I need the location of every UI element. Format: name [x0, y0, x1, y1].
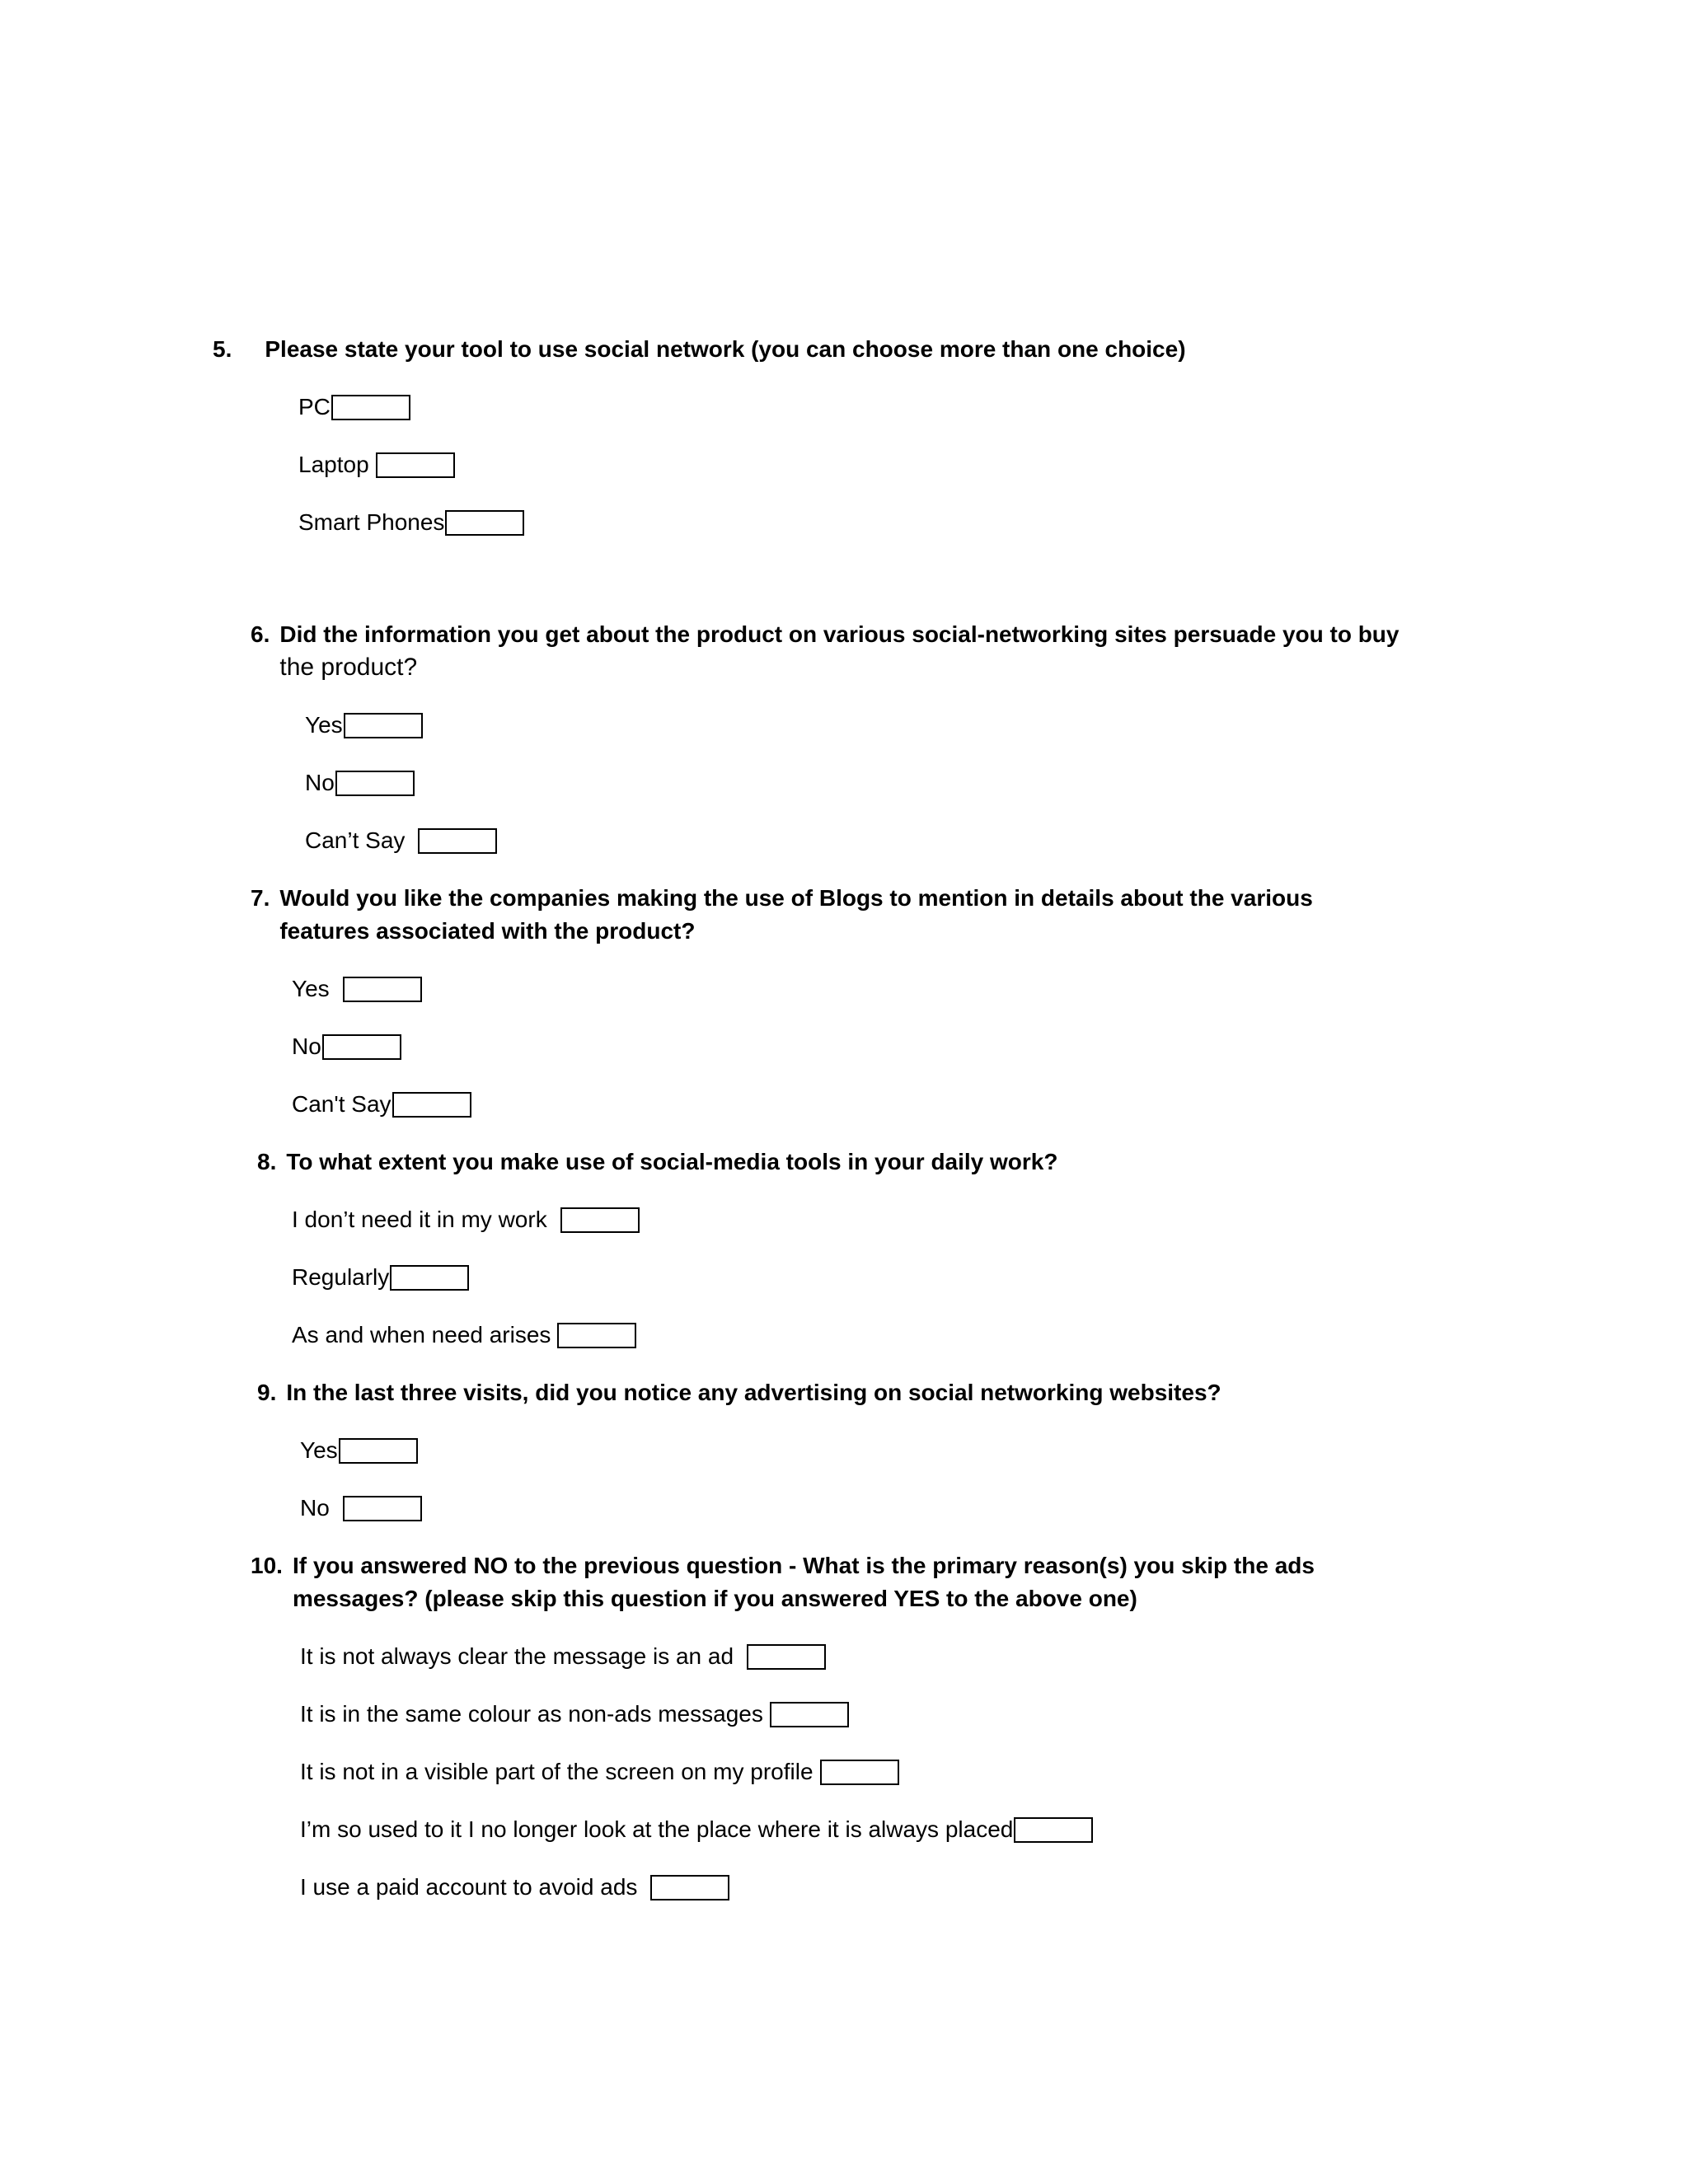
option-pc [298, 391, 1688, 424]
option-q9-yes-label: Yes [300, 1437, 338, 1463]
question-6-text-line-1: Did the information you get about the product on various social-networking sites persuade you to buy [279, 621, 1400, 647]
option-q10-not-clear-ad [300, 1640, 1688, 1673]
option-q10-paid-account [300, 1871, 1688, 1904]
question-6-text-line-2: the product? [279, 654, 418, 681]
checkbox-q10-same-colour[interactable] [770, 1702, 849, 1727]
option-q10-used-to-it-label: I’m so used to it I no longer look at the place where it is always placed [300, 1816, 1014, 1842]
option-q10-not-visible-label: It is not in a visible part of the screen on my profile [300, 1759, 814, 1784]
option-q7-yes-label: Yes [292, 976, 330, 1001]
option-q8-as-needed-label: As and when need arises [292, 1322, 551, 1347]
checkbox-q6-cant-say[interactable] [418, 828, 497, 854]
checkbox-q10-not-visible[interactable] [820, 1760, 899, 1785]
option-q8-regularly [292, 1261, 1688, 1294]
option-q9-no [300, 1492, 1688, 1525]
question-5-text: Please state your tool to use social network (you can choose more than one choice) [265, 336, 1186, 362]
option-q10-used-to-it [300, 1813, 1688, 1846]
checkbox-q8-dont-need[interactable] [560, 1207, 640, 1233]
option-q8-as-needed [292, 1319, 1688, 1352]
question-8-number: 8. [257, 1149, 277, 1174]
question-9-number: 9. [257, 1380, 277, 1405]
question-8 [257, 1146, 1688, 1352]
option-q6-yes [305, 709, 1688, 742]
option-smart-phones-label: Smart Phones [298, 509, 445, 535]
option-q8-regularly-label: Regularly [292, 1264, 390, 1290]
checkbox-q9-no[interactable] [343, 1496, 422, 1521]
question-6-heading [251, 618, 1688, 684]
option-q10-not-clear-ad-label: It is not always clear the message is an ad [300, 1643, 734, 1669]
option-q6-cant-say-label: Can’t Say [305, 827, 406, 853]
question-5-number: 5. [213, 336, 232, 362]
checkbox-q7-yes[interactable] [343, 977, 422, 1002]
question-9-text: In the last three visits, did you notice any advertising on social networking websites? [286, 1380, 1221, 1405]
option-q6-no [305, 766, 1688, 799]
option-q7-cant-say-label: Can't Say [292, 1091, 392, 1117]
checkbox-q10-not-clear-ad[interactable] [747, 1644, 826, 1670]
question-10-text-line-1: If you answered NO to the previous question - What is the primary reason(s) you skip the ads [292, 1553, 1315, 1578]
question-5-options [298, 391, 1688, 539]
checkbox-q9-yes[interactable] [339, 1438, 418, 1464]
checkbox-laptop[interactable] [376, 452, 455, 478]
checkbox-q10-paid-account[interactable] [650, 1875, 729, 1900]
question-10-text-line-2: messages? (please skip this question if you answered YES to the above one) [292, 1586, 1137, 1611]
option-pc-label: PC [298, 394, 331, 419]
checkbox-q6-no[interactable] [335, 771, 415, 796]
option-laptop-label: Laptop [298, 452, 369, 477]
question-10-options [300, 1640, 1688, 1904]
question-9-heading [257, 1376, 1688, 1409]
question-7-options [292, 972, 1688, 1121]
checkbox-q10-used-to-it[interactable] [1014, 1817, 1093, 1843]
option-q8-dont-need [292, 1203, 1688, 1236]
question-9 [257, 1376, 1688, 1525]
question-10-heading [251, 1549, 1688, 1615]
option-q10-not-visible [300, 1755, 1688, 1788]
option-q7-cant-say [292, 1088, 1688, 1121]
option-q7-no [292, 1030, 1688, 1063]
option-q6-yes-label: Yes [305, 712, 343, 738]
option-q7-no-label: No [292, 1033, 321, 1059]
question-8-text: To what extent you make use of social-media tools in your daily work? [286, 1149, 1058, 1174]
option-q10-paid-account-label: I use a paid account to avoid ads [300, 1874, 638, 1900]
checkbox-q7-cant-say[interactable] [392, 1092, 471, 1118]
checkbox-smart-phones[interactable] [445, 510, 524, 536]
question-7-text-line-1: Would you like the companies making the use of Blogs to mention in details about the various [279, 885, 1313, 911]
checkbox-q8-as-needed[interactable] [557, 1323, 636, 1348]
option-q6-no-label: No [305, 770, 335, 795]
question-5-heading [213, 333, 1688, 366]
question-6-options [305, 709, 1688, 857]
checkbox-pc[interactable] [331, 395, 410, 420]
question-7 [251, 882, 1688, 1121]
question-10 [251, 1549, 1688, 1904]
option-laptop [298, 448, 1688, 481]
question-8-options [292, 1203, 1688, 1352]
option-q6-cant-say [305, 824, 1688, 857]
checkbox-q8-regularly[interactable] [390, 1265, 469, 1291]
option-q9-no-label: No [300, 1495, 330, 1521]
question-7-number: 7. [251, 885, 270, 911]
option-q8-dont-need-label: I don’t need it in my work [292, 1207, 547, 1232]
question-7-heading [251, 882, 1688, 948]
question-6 [251, 618, 1688, 857]
option-q7-yes [292, 972, 1688, 1005]
question-6-number: 6. [251, 621, 270, 647]
checkbox-q7-no[interactable] [322, 1034, 401, 1060]
checkbox-q6-yes[interactable] [344, 713, 423, 738]
option-q10-same-colour-label: It is in the same colour as non-ads messages [300, 1701, 763, 1727]
question-5 [213, 333, 1688, 539]
option-q9-yes [300, 1434, 1688, 1467]
question-7-text-line-2: features associated with the product? [279, 918, 696, 944]
question-10-number: 10. [251, 1553, 283, 1578]
question-8-heading [257, 1146, 1688, 1179]
option-smart-phones [298, 506, 1688, 539]
option-q10-same-colour [300, 1698, 1688, 1731]
question-9-options [300, 1434, 1688, 1525]
